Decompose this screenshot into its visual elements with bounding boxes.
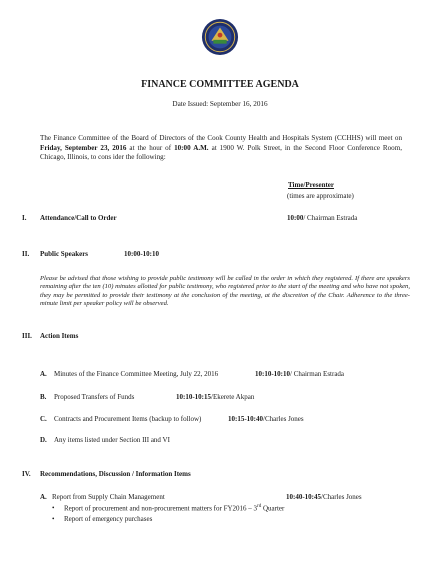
time-presenter-heading: Time/Presenter bbox=[288, 181, 335, 189]
public-speakers-notice: Please be advised that those wishing to provide public testimony will be called in the order in which they registered. If there are speakers remaining after the ten (10) minutes allotted for public testimony, who registered prior to the start of the meeting and who have not spoken, they may be permitted to provide their testimony at the conclusion of the meeting, at the discretion of the Chair. Adherence to the three-minute limit per speaker policy will be observed. bbox=[40, 275, 410, 308]
item-c-time: 10:15-10:40 bbox=[228, 415, 263, 423]
item-a-presenter: / Chairman Estrada bbox=[290, 370, 345, 378]
item-c-letter: C. bbox=[40, 415, 47, 423]
item-4a-presenter: /Charles Jones bbox=[321, 493, 362, 501]
item-4a-time-presenter bbox=[286, 493, 362, 502]
item-c-presenter: /Charles Jones bbox=[263, 415, 304, 423]
item-b-text: Proposed Transfers of Funds bbox=[54, 393, 135, 401]
bullet-1-text: Report of procurement and non-procurement matters for FY2016 – 3 bbox=[64, 504, 258, 513]
item-d-text: Any items listed under Section III and VI bbox=[54, 436, 170, 444]
item-4a-time: 10:40-10:45 bbox=[286, 493, 321, 501]
item-a-letter: A. bbox=[40, 370, 47, 378]
section-2-number: II. bbox=[22, 250, 30, 258]
item-4a-letter: A. bbox=[40, 493, 47, 501]
intro-paragraph bbox=[40, 134, 402, 163]
bullet-item: • Report of emergency purchases bbox=[64, 515, 152, 524]
section-4-title: Recommendations, Discussion / Information Items bbox=[40, 470, 191, 478]
county-seal-icon bbox=[201, 18, 239, 56]
section-1-time-presenter bbox=[287, 214, 357, 223]
section-1-number: I. bbox=[22, 214, 27, 222]
section-1-presenter: / Chairman Estrada bbox=[303, 214, 358, 222]
item-4a-text: Report from Supply Chain Management bbox=[52, 493, 165, 501]
section-1-title: Attendance/Call to Order bbox=[40, 214, 117, 222]
item-c-time-presenter bbox=[228, 415, 304, 424]
date-issued: Date Issued: September 16, 2016 bbox=[172, 100, 268, 108]
section-1-time: 10:00 bbox=[287, 214, 304, 222]
item-b-letter: B. bbox=[40, 393, 47, 401]
item-a-time-presenter bbox=[255, 370, 344, 379]
meeting-time: 10:00 A.M. bbox=[174, 143, 209, 152]
bullet-item bbox=[64, 504, 284, 513]
intro-text-3: at 1900 W. Polk Street, in the Second Floor Conference Room, Chicago, Illinois, to cons ider the following: bbox=[40, 143, 402, 162]
intro-text-1: The Finance Committee of the Board of Directors of the Cook County Health and Hospitals System (CCHHS) will meet on bbox=[40, 134, 402, 142]
section-2-time: 10:00-10:10 bbox=[124, 250, 159, 258]
item-a-text: Minutes of the Finance Committee Meeting, July 22, 2016 bbox=[54, 370, 219, 378]
section-2-title: Public Speakers bbox=[40, 250, 89, 258]
section-3-title: Action Items bbox=[40, 332, 79, 340]
bullet-1-tail: Quarter bbox=[261, 504, 285, 513]
item-b-time: 10:10-10:15 bbox=[176, 393, 211, 401]
page-title: FINANCE COMMITTEE AGENDA bbox=[141, 79, 299, 90]
item-b-time-presenter bbox=[176, 393, 254, 402]
item-a-time: 10:10-10:10 bbox=[255, 370, 290, 378]
item-c-text: Contracts and Procurement Items (backup to follow) bbox=[54, 415, 202, 423]
bullet-1-superscript: rd bbox=[257, 504, 262, 509]
times-approximate-note: (times are approximate) bbox=[287, 192, 354, 200]
section-3-number: III. bbox=[22, 332, 32, 340]
item-b-presenter: /Ekerete Akpan bbox=[211, 393, 255, 401]
section-4-number: IV. bbox=[22, 470, 31, 478]
meeting-date: Friday, September 23, 2016 bbox=[40, 143, 127, 152]
item-d-letter: D. bbox=[40, 436, 47, 444]
intro-text-2: at the hour of bbox=[126, 143, 175, 152]
